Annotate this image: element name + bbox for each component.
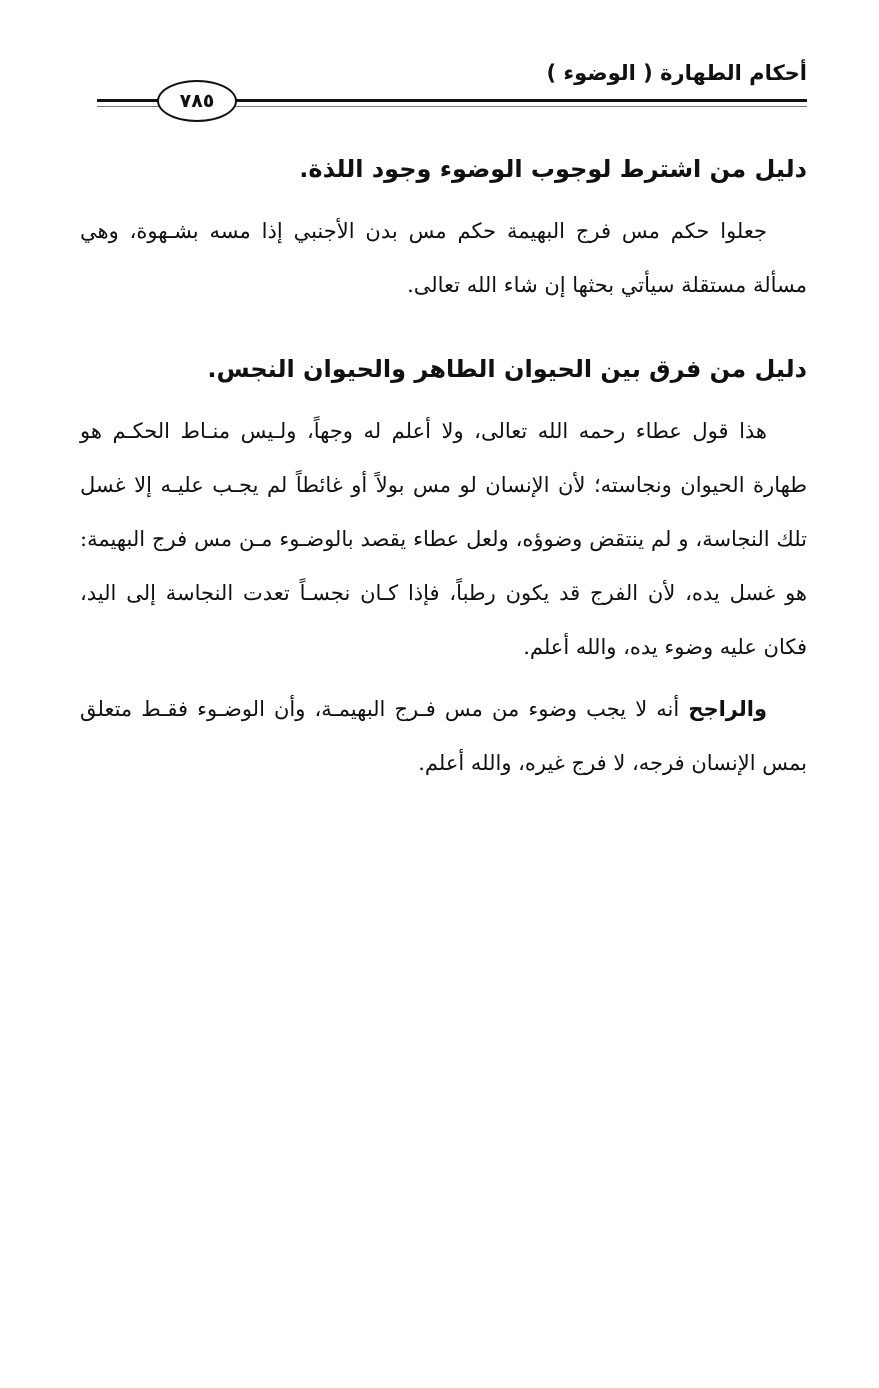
paragraph: جعلوا حكم مس فرج البهيمة حكم مس بدن الأجنبي إذا مسه بشـهوة، وهي مسألة مستقلة سيأتي بحثها إن شاء الله تعالى. <box>80 219 807 297</box>
page-content <box>80 140 807 790</box>
section-heading: دليل من فرق بين الحيوان الطاهر والحيوان النجس. <box>207 355 807 383</box>
conclusion-paragraph <box>80 682 807 790</box>
conclusion-text: أنه لا يجب وضوء من مس فـرج البهيمـة، وأن الوضـوء فقـط متعلق بمس الإنسان فرجه، لا فرج غيره، والله أعلم. <box>80 697 807 775</box>
conclusion-lead: والراجح <box>688 697 767 721</box>
running-header: أحكام الطهارة ( الوضوء ) <box>546 61 807 85</box>
paragraph: هذا قول عطاء رحمه الله تعالى، ولا أعلم له وجهاً، ولـيس منـاط الحكـم هو طهارة الحيوان ونجاسته؛ لأن الإنسان لو مس بولاً أو غائطاً لم يجـب عليـه إلا غسل تلك النجاسة، و لم ينتقض وضوؤه، ولعل عطاء يقصد بالوضـوء مـن مس فرج البهيمة: هو غسل يده، لأن الفرج قد يكون رطباً، فإذا كـان نجسـاً تعدت النجاسة إلى اليد، فكان عليه وضوء يده، والله أعلم. <box>80 419 807 659</box>
page-number: ٧٨٥ <box>157 80 237 122</box>
section-heading: دليل من اشترط لوجوب الوضوء وجود اللذة. <box>299 155 807 183</box>
